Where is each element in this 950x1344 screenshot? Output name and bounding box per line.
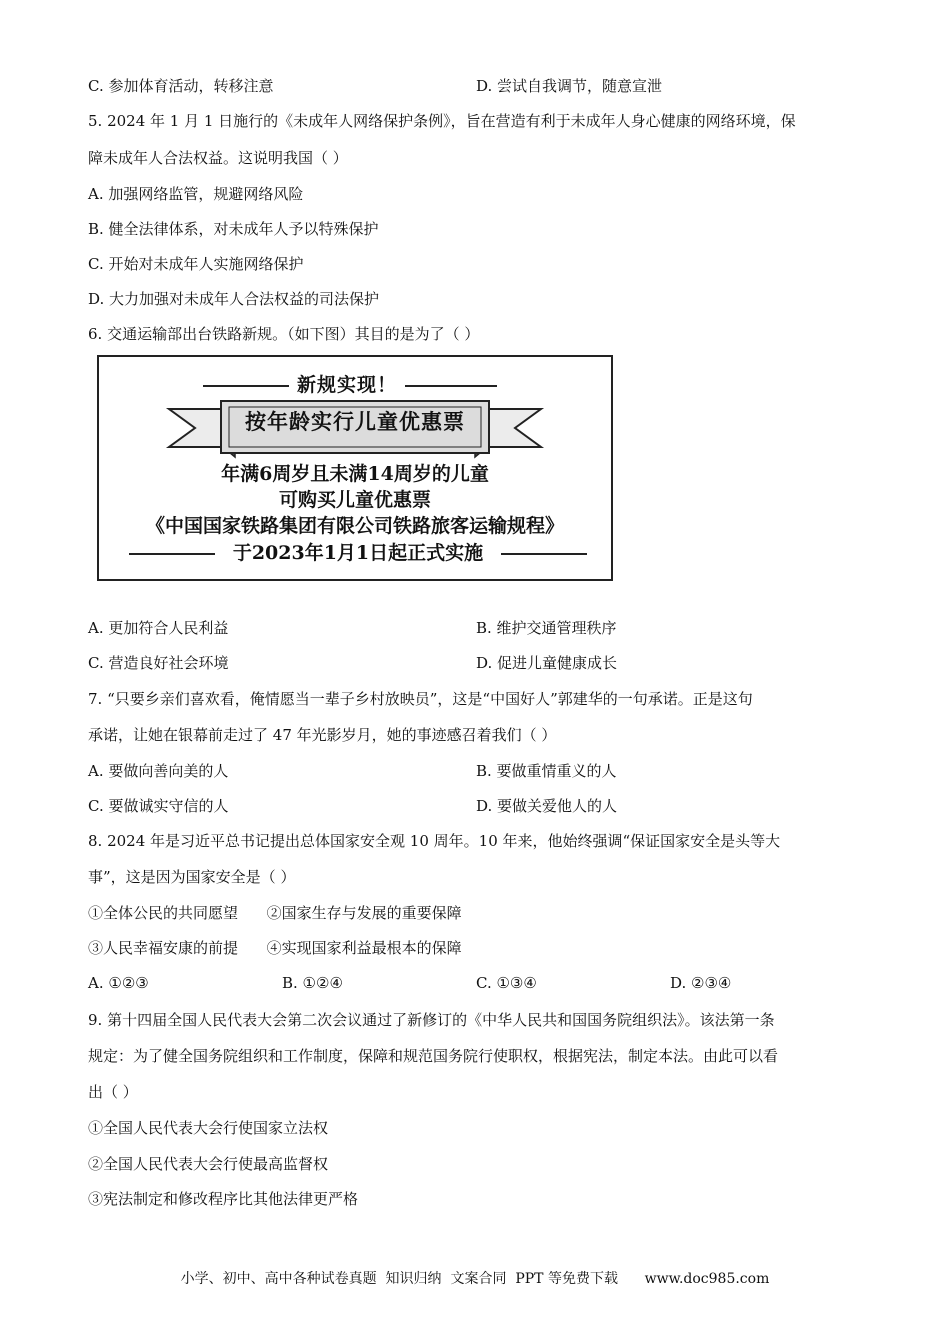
poster-line-4: 于2023年1月1日起正式实施 [232, 542, 484, 564]
q8-stem-line1: 8. 2024 年是习近平总书记提出总体国家安全观 10 周年。10 年来，他始终强调“保证国家安全是头等大 [88, 832, 781, 850]
poster-line-3: 《中国国家铁路集团有限公司铁路旅客运输规程》 [145, 515, 564, 537]
q5-option-b: B. 健全法律体系，对未成年人予以特殊保护 [88, 220, 379, 238]
divider [501, 553, 587, 555]
poster-footer [99, 540, 611, 566]
q9-stem-line1: 9. 第十四届全国人民代表大会第二次会议通过了新修订的《中华人民共和国国务院组织法》。该法第一条 [88, 1011, 775, 1029]
q9-item-3: ③宪法制定和修改程序比其他法律更严格 [88, 1190, 359, 1208]
q8-items-line2: ③人民幸福安康的前提 ④实现国家利益最根本的保障 [88, 939, 462, 957]
q8-stem-line2: 事”，这是因为国家安全是（ ） [88, 868, 296, 886]
q7-option-d: D. 要做关爱他人的人 [476, 797, 618, 815]
poster-header-text: 新规实现！ [296, 374, 397, 396]
q6-option-d: D. 促进儿童健康成长 [476, 654, 618, 672]
divider [129, 553, 215, 555]
q8-option-d: D. ②③④ [670, 974, 732, 992]
q8-option-a: A. ①②③ [88, 974, 149, 992]
q6-option-a: A. 更加符合人民利益 [88, 619, 229, 637]
q5-stem-line1: 5. 2024 年 1 月 1 日施行的《未成年人网络保护条例》，旨在营造有利于未成年人身心健康的网络环境，保 [88, 112, 796, 130]
poster-banner-text: 按年龄实行儿童优惠票 [245, 409, 465, 434]
divider [203, 385, 289, 387]
q9-stem-line2: 规定：为了健全国务院组织和工作制度，保障和规范国务院行使职权，根据宪法，制定本法。由此可以看 [88, 1047, 779, 1065]
q5-option-c: C. 开始对未成年人实施网络保护 [88, 255, 304, 273]
q8-option-b: B. ①②④ [282, 974, 343, 992]
q4-option-c: C. 参加体育活动，转移注意 [88, 77, 274, 95]
q6-option-b: B. 维护交通管理秩序 [476, 619, 617, 637]
poster-line-2: 可购买儿童优惠票 [278, 489, 431, 511]
q9-item-1: ①全国人民代表大会行使国家立法权 [88, 1119, 329, 1137]
q9-item-2: ②全国人民代表大会行使最高监督权 [88, 1155, 329, 1173]
q5-option-d: D. 大力加强对未成年人合法权益的司法保护 [88, 290, 380, 308]
q7-stem-line1: 7. “只要乡亲们喜欢看，俺情愿当一辈子乡村放映员”，这是“中国好人”郭建华的一句承诺。正是这句 [88, 690, 753, 708]
q8-items-line1: ①全体公民的共同愿望 ②国家生存与发展的重要保障 [88, 904, 462, 922]
q7-option-a: A. 要做向善向美的人 [88, 762, 229, 780]
q7-stem-line2: 承诺，让她在银幕前走过了 47 年光影岁月，她的事迹感召着我们（ ） [88, 726, 557, 744]
q5-stem-line2: 障未成年人合法权益。这说明我国（ ） [88, 149, 348, 167]
railway-rule-poster [97, 355, 613, 581]
q6-option-c: C. 营造良好社会环境 [88, 654, 229, 672]
q9-stem-line3: 出（ ） [88, 1083, 138, 1101]
q7-option-b: B. 要做重情重义的人 [476, 762, 617, 780]
page-footer: 小学、初中、高中各种试卷真题 知识归纳 文案合同 PPT 等免费下载 www.doc985.com [180, 1271, 770, 1287]
q4-option-d: D. 尝试自我调节，随意宣泄 [476, 77, 663, 95]
poster-header [99, 371, 611, 399]
q8-option-c: C. ①③④ [476, 974, 537, 992]
poster-line-1: 年满6周岁且未满14周岁的儿童 [221, 463, 489, 485]
q7-option-c: C. 要做诚实守信的人 [88, 797, 229, 815]
q5-option-a: A. 加强网络监管，规避网络风险 [88, 185, 304, 203]
divider [405, 385, 497, 387]
q6-stem: 6. 交通运输部出台铁路新规。（如下图）其目的是为了（ ） [88, 325, 480, 343]
